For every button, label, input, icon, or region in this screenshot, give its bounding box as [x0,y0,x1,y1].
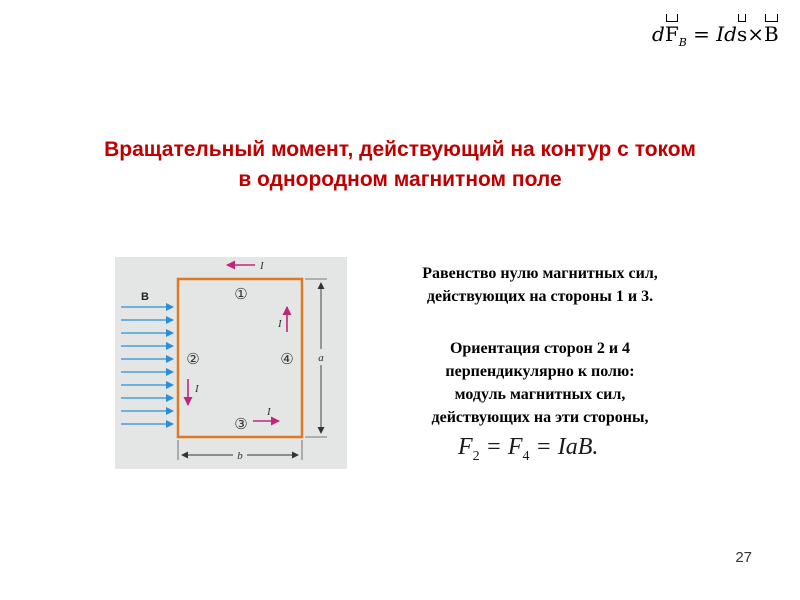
formula-equals: = [686,22,717,46]
formula-d: d [652,22,665,46]
page-number: 27 [735,549,752,566]
note2-line: модуль магнитных сил, [454,386,626,403]
slide-title [40,135,760,195]
eq-f4: F [507,434,523,460]
note-sides-1-3 [370,262,710,308]
dim-b-label: b [237,450,243,462]
loop-figure [115,257,347,469]
side-label-2: ② [186,350,200,368]
formula-vector-f: F [664,22,679,46]
current-label-right: I [278,318,282,330]
eq-sub-2: 2 [472,448,480,464]
loop-diagram [115,257,347,469]
eq-equals-2: = [529,434,558,460]
note2-line: действующих на эти стороны, [431,409,649,426]
note1-line: Равенство нулю магнитных сил, [422,265,658,282]
field-label: B [141,291,149,303]
field-arrows [121,307,173,424]
eq-sub-4: 4 [522,448,530,464]
title-line-2: в однородном магнитном поле [238,168,562,191]
formula-vector-b: B [764,22,779,46]
current-label-bottom: I [267,406,271,418]
side-label-1: ① [234,285,248,303]
formula-sub-b: B [678,36,687,49]
title-line-1: Вращательный момент, действующий на контур с током [104,138,696,161]
side-label-3: ③ [234,415,248,433]
side-label-4: ④ [280,350,294,368]
note1-line: действующих на стороны 1 и 3. [426,288,654,305]
force-formula [652,22,779,49]
current-label-left: I [195,383,199,395]
eq-rhs: IaB. [557,434,599,460]
note2-line: перпендикулярно к полю: [445,363,635,380]
current-label-top: I [260,260,264,272]
eq-equals-1: = [479,434,508,460]
force-equation [458,434,598,465]
formula-times: × [747,22,765,46]
dim-a-label: a [318,352,324,364]
formula-vector-s: s [736,22,748,46]
note2-line: Ориентация сторон 2 и 4 [449,340,631,357]
note-sides-2-4 [370,337,710,429]
formula-id: Id [716,22,737,46]
eq-f2: F [458,434,473,460]
